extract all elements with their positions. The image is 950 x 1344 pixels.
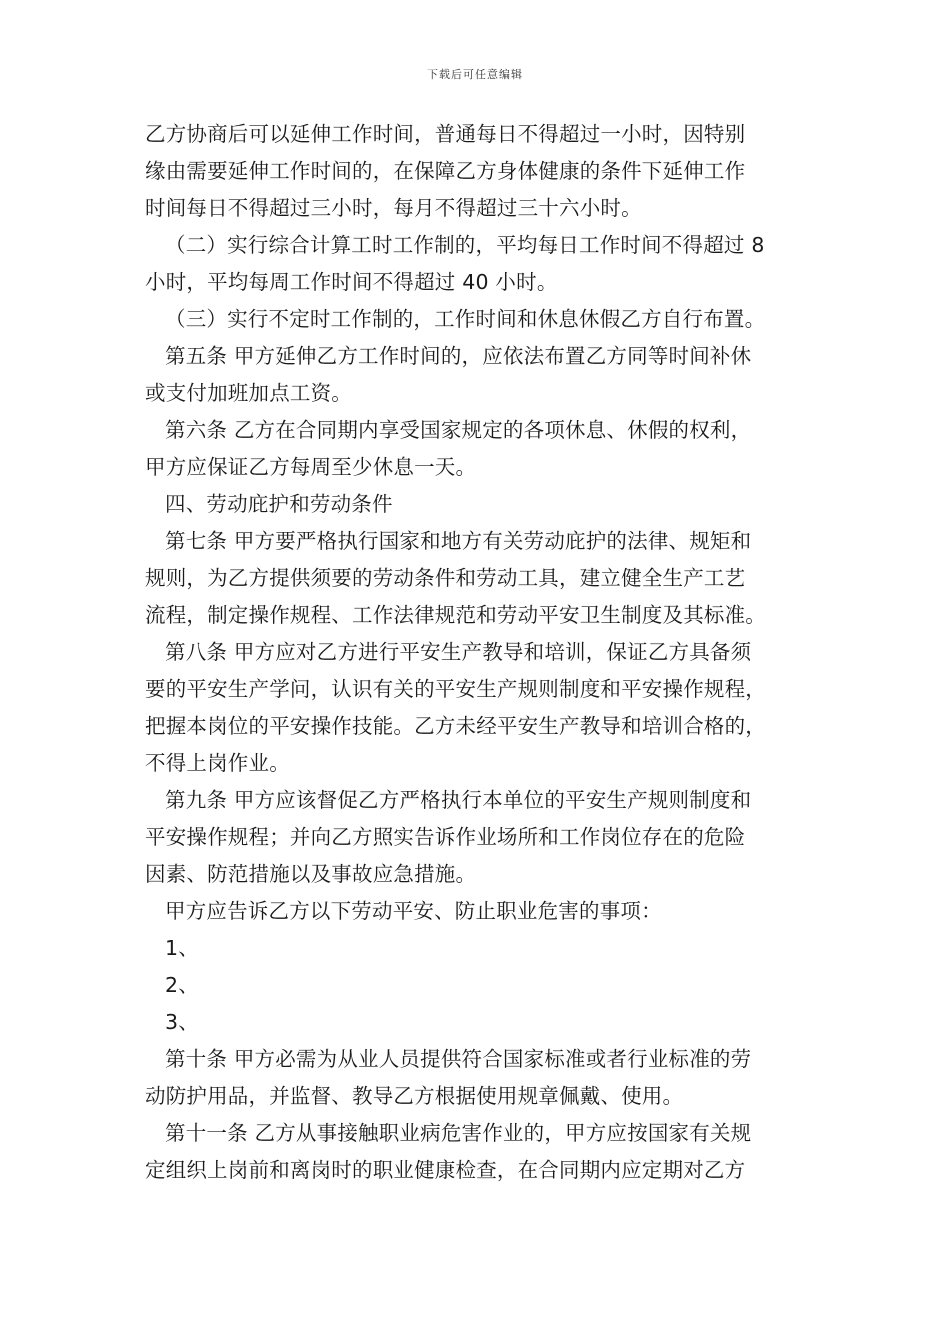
text-line: 把握本岗位的平安操作技能。乙方未经平安生产教导和培训合格的， [145,714,766,738]
text-line: 甲方应保证乙方每周至少休息一天。 [145,455,477,479]
text-line: 第六条 乙方在合同期内享受国家规定的各项休息、休假的权利， [165,418,752,442]
text-line: 2、 [165,973,199,997]
text-line: 定组织上岗前和离岗时的职业健康检查，在合同期内应定期对乙方 [145,1158,746,1182]
text-line: 流程，制定操作规程、工作法律规范和劳动平安卫生制度及其标准。 [145,603,766,627]
text-line: 小时，平均每周工作时间不得超过 40 小时。 [145,270,558,294]
text-line: （二）实行综合计算工时工作制的，平均每日工作时间不得超过 8 [165,233,765,257]
text-line: 第五条 甲方延伸乙方工作时间的，应依法布置乙方同等时间补休 [165,344,752,368]
text-line: 第八条 甲方应对乙方进行平安生产教导和培训，保证乙方具备须 [165,640,752,664]
text-line: 甲方应告诉乙方以下劳动平安、防止职业危害的事项： [165,899,662,923]
text-line: 第九条 甲方应该督促乙方严格执行本单位的平安生产规则制度和 [165,788,752,812]
text-line: 1、 [165,936,199,960]
text-line: 或支付加班加点工资。 [145,381,352,405]
header-note: 下载后可任意编辑 [427,68,523,81]
text-line: 3、 [165,1010,199,1034]
text-line: 动防护用品，并监督、教导乙方根据使用规章佩戴、使用。 [145,1084,684,1108]
text-line: 因素、防范措施以及事故应急措施。 [145,862,477,886]
document-body [145,116,825,1189]
text-line: 第七条 甲方要严格执行国家和地方有关劳动庇护的法律、规矩和 [165,529,752,553]
text-line: 第十一条 乙方从事接触职业病危害作业的，甲方应按国家有关规 [165,1121,752,1145]
text-line: 要的平安生产学问，认识有关的平安生产规则制度和平安操作规程， [145,677,766,701]
text-line: （三）实行不定时工作制的，工作时间和休息休假乙方自行布置。 [165,307,766,331]
text-line: 平安操作规程；并向乙方照实告诉作业场所和工作岗位存在的危险 [145,825,746,849]
text-line: 时间每日不得超过三小时，每月不得超过三十六小时。 [145,196,642,220]
text-line: 缘由需要延伸工作时间的，在保障乙方身体健康的条件下延伸工作 [145,159,746,183]
text-line: 规则，为乙方提供须要的劳动条件和劳动工具，建立健全生产工艺 [145,566,746,590]
text-line: 四、劳动庇护和劳动条件 [165,492,393,516]
text-line: 乙方协商后可以延伸工作时间，普通每日不得超过一小时，因特别 [145,122,746,146]
text-line: 第十条 甲方必需为从业人员提供符合国家标准或者行业标准的劳 [165,1047,752,1071]
text-line: 不得上岗作业。 [145,751,290,775]
